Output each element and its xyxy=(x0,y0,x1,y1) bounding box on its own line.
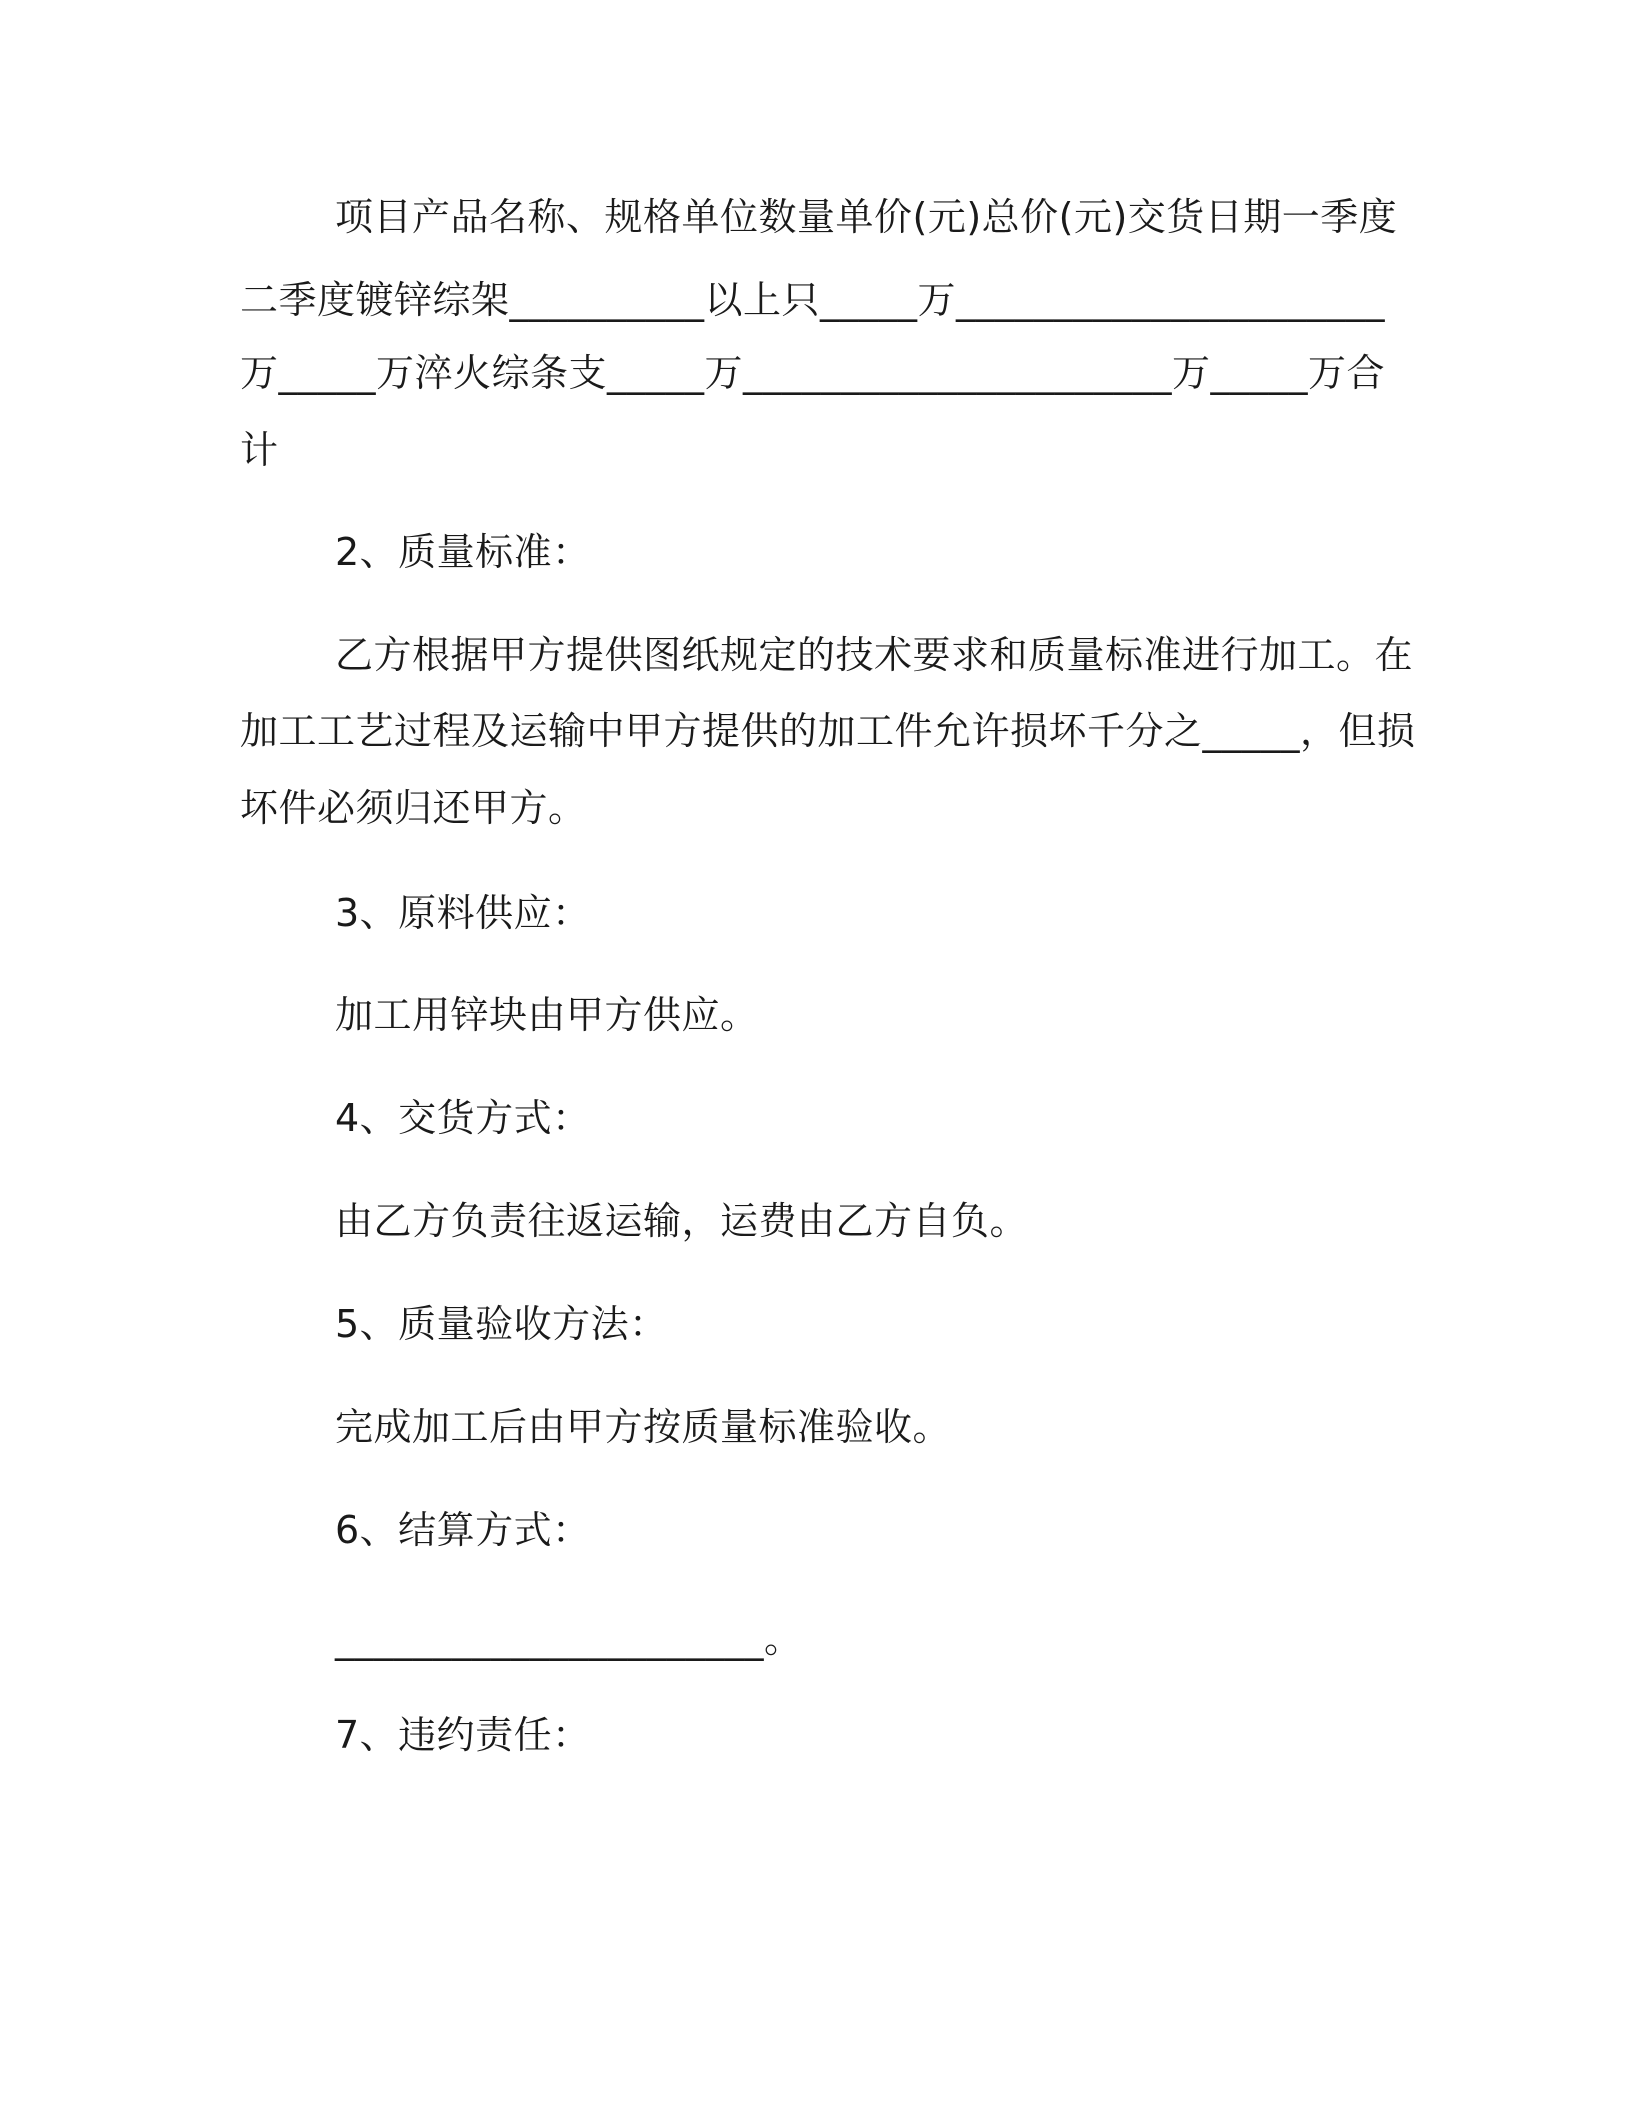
paragraph-line: 完成加工后由甲方按质量标准验收。 xyxy=(335,1405,952,1449)
section-heading: 2、质量标准： xyxy=(335,530,591,574)
paragraph-line: 加工工艺过程及运输中甲方提供的加工件允许损坏千分之_____，但损 xyxy=(240,709,1416,753)
section-heading: 4、交货方式： xyxy=(335,1096,591,1140)
paragraph-line: 二季度镀锌综架__________以上只_____万______________________ xyxy=(240,278,1386,322)
section-heading: 5、质量验收方法： xyxy=(335,1302,668,1346)
section-heading: 7、违约责任： xyxy=(335,1713,591,1757)
paragraph-line: 计 xyxy=(240,428,279,472)
paragraph-line: ______________________。 xyxy=(335,1617,803,1661)
paragraph-line: 乙方根据甲方提供图纸规定的技术要求和质量标准进行加工。在 xyxy=(335,633,1414,677)
paragraph-line: 由乙方负责往返运输，运费由乙方自负。 xyxy=(335,1199,1029,1243)
section-heading: 6、结算方式： xyxy=(335,1508,591,1552)
paragraph-line: 加工用锌块由甲方供应。 xyxy=(335,993,759,1037)
section-heading: 3、原料供应： xyxy=(335,891,591,935)
paragraph-line: 项目产品名称、规格单位数量单价(元)总价(元)交货日期一季度 xyxy=(335,195,1398,239)
paragraph-line: 万_____万淬火综条支_____万______________________万_____万合 xyxy=(240,351,1386,395)
paragraph-line: 坏件必须归还甲方。 xyxy=(240,786,587,830)
